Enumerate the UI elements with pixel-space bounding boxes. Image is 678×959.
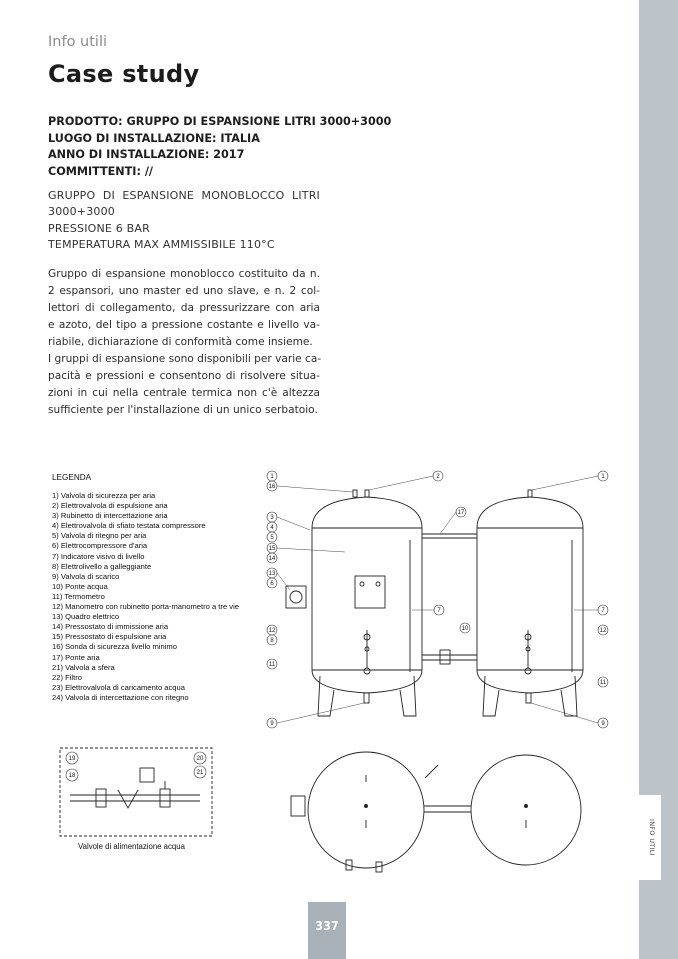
callout-label: 12: [599, 628, 607, 634]
meta-location: LUOGO DI INSTALLAZIONE: ITALIA: [48, 131, 260, 145]
meta-product: PRODOTTO: GRUPPO DI ESPANSIONE LITRI 3000+3000: [48, 115, 392, 128]
right-tank-shell: [477, 497, 583, 693]
valve-callout-label: 21: [196, 770, 204, 776]
legend-item: 24) Valvola di intercettazione con ritegno: [52, 692, 189, 702]
legend-item: 1) Valvola di sicurezza per aria: [52, 491, 156, 500]
legend-item: 22) Filtro: [52, 672, 82, 682]
callout-label: 7: [437, 608, 441, 614]
callout-label: 10: [461, 626, 469, 632]
control-panel: [355, 576, 385, 608]
legend-item: 9) Valvola di scarico: [52, 571, 120, 581]
spec-line: TEMPERATURA MAX AMMISSIBILE 110°C: [48, 238, 275, 252]
valve-caption: Valvole di alimentazione acqua: [78, 842, 185, 851]
callout-label: 17: [457, 510, 465, 516]
right-tank-legs: [483, 676, 577, 716]
callout-label: 8: [270, 638, 274, 644]
legend-item: 10) Ponte acqua: [52, 581, 108, 591]
spec-line: GRUPPO DI ESPANSIONE MONOBLOCCO LITRI: [48, 189, 320, 202]
compressor: [286, 586, 306, 608]
callout-label: 7: [601, 608, 605, 614]
meta-year: ANNO DI INSTALLAZIONE: 2017: [48, 148, 245, 161]
callout-label: 5: [270, 535, 274, 541]
description-line: 2 espansori, uno master ed uno slave, e n. 2 col-: [48, 285, 320, 297]
legend-item: 3) Rubinetto di intercettazione aria: [52, 511, 168, 521]
legend-item: 14) Pressostato di immissione aria: [52, 622, 169, 632]
legend-item: 13) Quadro elettrico: [52, 612, 120, 622]
callout-label: 11: [268, 662, 276, 668]
legend-item: 8) Elettrolivello a galleggiante: [52, 561, 152, 571]
valve-callout-label: 20: [196, 756, 204, 762]
sidebar-tab-label: INFO UTILI: [648, 819, 656, 856]
legend-item: 17) Ponte aria: [52, 652, 100, 662]
callout-label: 12: [268, 628, 276, 634]
section-label: Info utili: [48, 34, 108, 50]
legend-item: 6) Elettrocompressore d'aria: [52, 541, 148, 551]
callout-label: 2: [436, 474, 440, 480]
spec-line: 3000+3000: [48, 205, 116, 219]
callout-label: 3: [270, 515, 274, 521]
legend-item: 2) Elettrovalvola di espulsione aria: [52, 501, 168, 511]
page-title: Case study: [48, 60, 200, 88]
legend-item: 16) Sonda di sicurezza livello minimo: [52, 642, 177, 652]
valve-callout-label: 19: [68, 756, 76, 762]
legend-item: 15) Pressostato di espulsione aria: [52, 632, 167, 642]
callout-label: 9: [270, 721, 274, 727]
page-number: 337: [315, 918, 339, 933]
description-line: lettori di collegamento, da pressurizzare con aria: [48, 302, 320, 314]
legend-item: 23) Elettrovalvola di caricamento acqua: [52, 682, 185, 692]
description-line: sufficiente per l'installazione di un unico serbatoio.: [48, 404, 318, 416]
callout-label: 14: [268, 556, 276, 562]
description-line: e azoto, del tipo a pressione costante e livello va-: [48, 319, 320, 331]
callout-label: 1: [601, 474, 605, 480]
meta-client: COMMITTENTI: //: [48, 164, 154, 178]
legend-item: 21) Valvola a sfera: [52, 662, 115, 672]
description-line: zioni in cui nella centrale termica non c'è altezza: [48, 387, 320, 399]
spec-line: PRESSIONE 6 BAR: [48, 221, 150, 235]
description-line: Gruppo di espansione monoblocco costituito da n.: [48, 268, 320, 280]
callout-label: 4: [270, 525, 274, 531]
callout-label: 1: [270, 474, 274, 480]
legend-item: 12) Manometro con rubinetto porta-manometro a tre vie: [52, 602, 239, 612]
callout-label: 15: [268, 546, 276, 552]
valve-detail-box: [60, 748, 212, 836]
description-line: pacità e pressioni e consentono di risolvere situa-: [48, 370, 320, 382]
legend-item: 4) Elettrovalvola di sfiato testata compressore: [52, 521, 206, 531]
right-tank-top-view: [471, 755, 581, 865]
left-tank-top-view: [308, 752, 424, 868]
callout-label: 6: [270, 581, 274, 587]
legend-title: LEGENDA: [52, 473, 92, 482]
callout-label: 11: [599, 680, 607, 686]
valve-callout-label: 18: [68, 773, 76, 779]
description-line: I gruppi di espansione sono disponibili per varie ca-: [48, 353, 322, 365]
callout-label: 16: [268, 484, 276, 490]
callout-label: 13: [268, 571, 276, 577]
description-line: riabile, dichiarazione di conformità come insieme.: [48, 336, 313, 348]
callout-label: 9: [601, 721, 605, 727]
legend-item: 7) Indicatore visivo di livello: [52, 551, 145, 561]
legend-item: 11) Termometro: [52, 591, 105, 601]
legend-item: 5) Valvola di ritegno per aria: [52, 531, 147, 541]
